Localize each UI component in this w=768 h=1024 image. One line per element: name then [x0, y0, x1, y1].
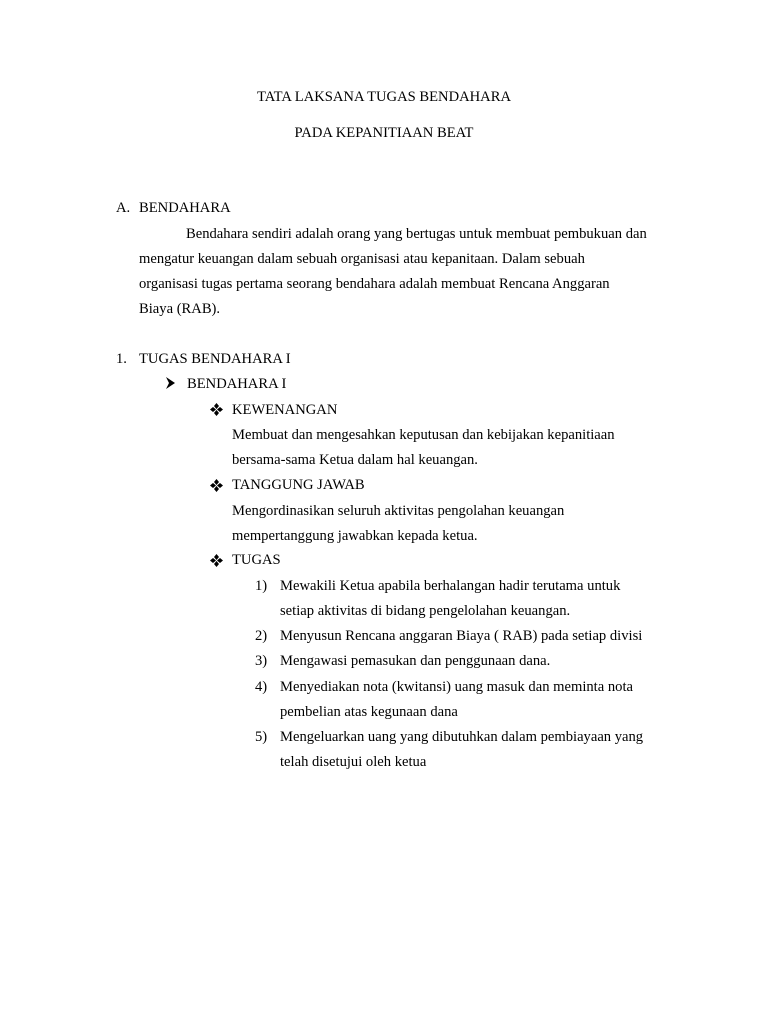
document-title-line1: TATA LAKSANA TUGAS BENDAHARA [256, 89, 511, 105]
diamond-bullet-icon [210, 476, 223, 498]
section-1-marker: 1. [116, 351, 127, 367]
tugas-item-number: 5) [255, 729, 268, 745]
kewenangan-text-line: Membuat dan mengesahkan keputusan dan kebijakan kepanitiaan [232, 427, 615, 443]
section-1-heading: TUGAS BENDAHARA I [139, 351, 291, 367]
bendahara-i-heading: BENDAHARA I [187, 376, 287, 392]
tanggung-jawab-text-line: Mengordinasikan seluruh aktivitas pengolahan keuangan [232, 503, 565, 519]
document-title-line2: PADA KEPANITIAAN BEAT [294, 125, 474, 141]
tugas-item-line: Menyediakan nota (kwitansi) uang masuk dan meminta nota [280, 679, 633, 695]
diamond-bullet-icon [210, 400, 223, 422]
section-a-heading: BENDAHARA [139, 200, 231, 216]
tugas-item-line: Mengawasi pemasukan dan penggunaan dana. [280, 653, 551, 669]
tugas-item-line: telah disetujui oleh ketua [280, 754, 427, 770]
tugas-item-number: 3) [255, 653, 268, 669]
tugas-item-line: Menyusun Rencana anggaran Biaya ( RAB) pada setiap divisi [280, 628, 643, 644]
section-a-paragraph-line: mengatur keuangan dalam sebuah organisasi atau kepanitaan. Dalam sebuah [139, 251, 585, 267]
tugas-item-line: pembelian atas kegunaan dana [280, 704, 458, 720]
diamond-bullet-icon [210, 551, 223, 573]
tanggung-jawab-text-line: mempertanggung jawabkan kepada ketua. [232, 528, 478, 544]
section-a-paragraph-line: Bendahara sendiri adalah orang yang bertugas untuk membuat pembukuan dan [186, 226, 647, 242]
kewenangan-heading: KEWENANGAN [232, 402, 338, 418]
section-a-marker: A. [116, 200, 131, 216]
tugas-item-number: 2) [255, 628, 268, 644]
arrow-bullet-icon [165, 374, 176, 395]
section-a-paragraph-line: organisasi tugas pertama seorang bendahara adalah membuat Rencana Anggaran [139, 276, 610, 292]
tugas-item-line: setiap aktivitas di bidang pengelolahan keuangan. [280, 603, 571, 619]
kewenangan-text-line: bersama-sama Ketua dalam hal keuangan. [232, 452, 478, 468]
tugas-heading: TUGAS [232, 552, 281, 568]
tugas-item-number: 1) [255, 578, 268, 594]
tugas-item-line: Mengeluarkan uang yang dibutuhkan dalam pembiayaan yang [280, 729, 644, 745]
tugas-item-line: Mewakili Ketua apabila berhalangan hadir terutama untuk [280, 578, 621, 594]
tanggung-jawab-heading: TANGGUNG JAWAB [232, 477, 365, 493]
section-a-paragraph-line: Biaya (RAB). [139, 301, 221, 317]
tugas-item-number: 4) [255, 679, 268, 695]
